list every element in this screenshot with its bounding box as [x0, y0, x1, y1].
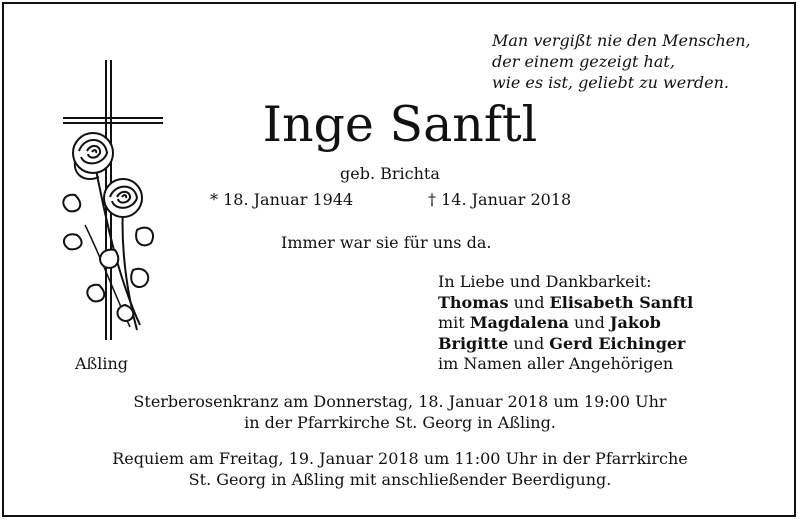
requiem-line-1: Requiem am Freitag, 19. Januar 2018 um 11:00 Uhr in der Pfarrkirche	[112, 449, 688, 468]
birth-date: * 18. Januar 1944	[210, 190, 354, 209]
place-name: Aßling	[75, 354, 129, 373]
mourners-row	[438, 334, 693, 355]
mourners-block	[438, 272, 693, 375]
death-date: † 14. Januar 2018	[428, 190, 572, 209]
mourners-closing: im Namen aller Angehörigen	[438, 354, 674, 373]
mourner-connector: und	[568, 313, 610, 332]
maiden-name: geb. Brichta	[340, 164, 440, 183]
quote-line-3: wie es ist, geliebt zu werden.	[492, 73, 729, 92]
mourner-connector: mit	[438, 313, 470, 332]
mourner-connector: und	[508, 333, 550, 353]
mourners-intro: In Liebe und Dankbarkeit:	[438, 272, 652, 291]
rosary-notice	[0, 391, 800, 433]
mourners-row	[438, 293, 693, 314]
requiem-notice	[0, 448, 800, 490]
quote-line-2: der einem gezeigt hat,	[492, 52, 675, 71]
mourner-connector: und	[508, 292, 550, 312]
mourner-name: Magdalena	[469, 313, 569, 332]
deceased-name: Inge Sanftl	[262, 96, 538, 153]
mourners-row	[438, 313, 693, 334]
rosary-line-2: in der Pfarrkirche St. Georg in Aßling.	[244, 413, 556, 432]
mourner-name: Gerd Eichinger	[549, 333, 686, 353]
rosary-line-1: Sterberosenkranz am Donnerstag, 18. Januar 2018 um 19:00 Uhr	[133, 392, 667, 411]
motto: Immer war sie für uns da.	[281, 233, 492, 252]
mourner-name: Elisabeth Sanftl	[549, 292, 694, 312]
memorial-quote	[492, 30, 751, 93]
mourner-name: Brigitte	[438, 333, 509, 353]
quote-line-1: Man vergißt nie den Menschen,	[492, 31, 751, 50]
mourner-name: Thomas	[438, 292, 509, 312]
requiem-line-2: St. Georg in Aßling mit anschließender Beerdigung.	[188, 470, 612, 489]
mourner-name: Jakob	[609, 313, 661, 332]
